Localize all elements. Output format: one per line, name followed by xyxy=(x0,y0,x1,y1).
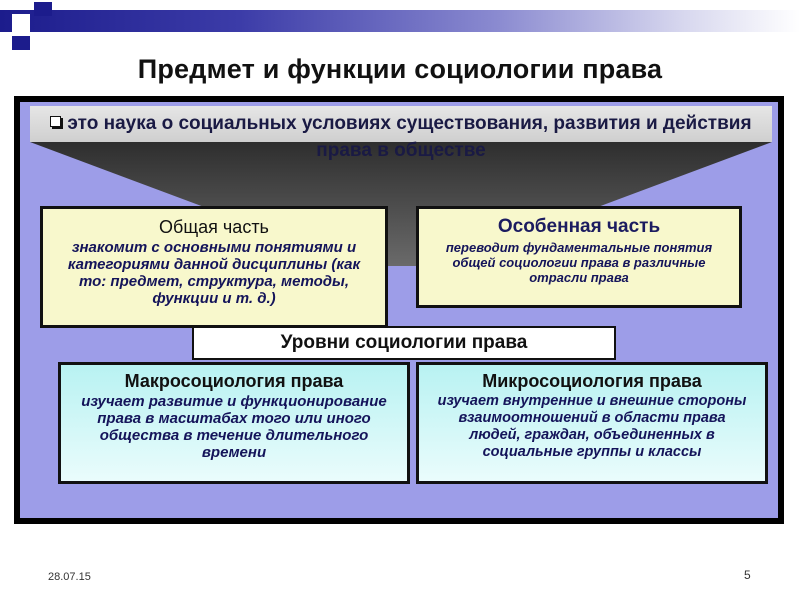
definition-text xyxy=(30,110,772,164)
checkbox-bullet-icon xyxy=(50,116,61,127)
levels-label: Уровни социологии права xyxy=(192,326,616,360)
micro-sociology-box xyxy=(416,362,768,484)
slide-title: Предмет и функции социологии права xyxy=(137,54,663,84)
micro-sociology-description: изучает внутренние и внешние стороны взаимоотношений в области права людей, граждан, объединенных в социальные группы и классы xyxy=(437,393,747,460)
definition-label: это наука о социальных условиях существования, развития и действия права в обществе xyxy=(67,113,752,161)
special-part-description: переводит фундаментальные понятия общей социологии права в различные отрасли права xyxy=(445,240,713,285)
general-part-box xyxy=(40,206,388,328)
slide-date: 28.07.15 xyxy=(48,571,91,583)
general-part-title: Общая часть xyxy=(159,217,269,237)
macro-sociology-description: изучает развитие и функционирование права в масштабах того или иного общества в течение длительного времени xyxy=(81,393,387,461)
special-part-title: Особенная часть xyxy=(497,216,661,237)
special-part-box xyxy=(416,206,742,308)
macro-sociology-box xyxy=(58,362,410,484)
slide-page-number: 5 xyxy=(744,568,751,582)
general-part-description: знакомит с основными понятиями и категориями данной дисциплины (как то: предмет, структура, методы, функции и т. д.) xyxy=(67,239,361,307)
macro-sociology-title: Макросоциология права xyxy=(124,371,344,391)
micro-sociology-title: Микросоциология права xyxy=(482,371,702,391)
